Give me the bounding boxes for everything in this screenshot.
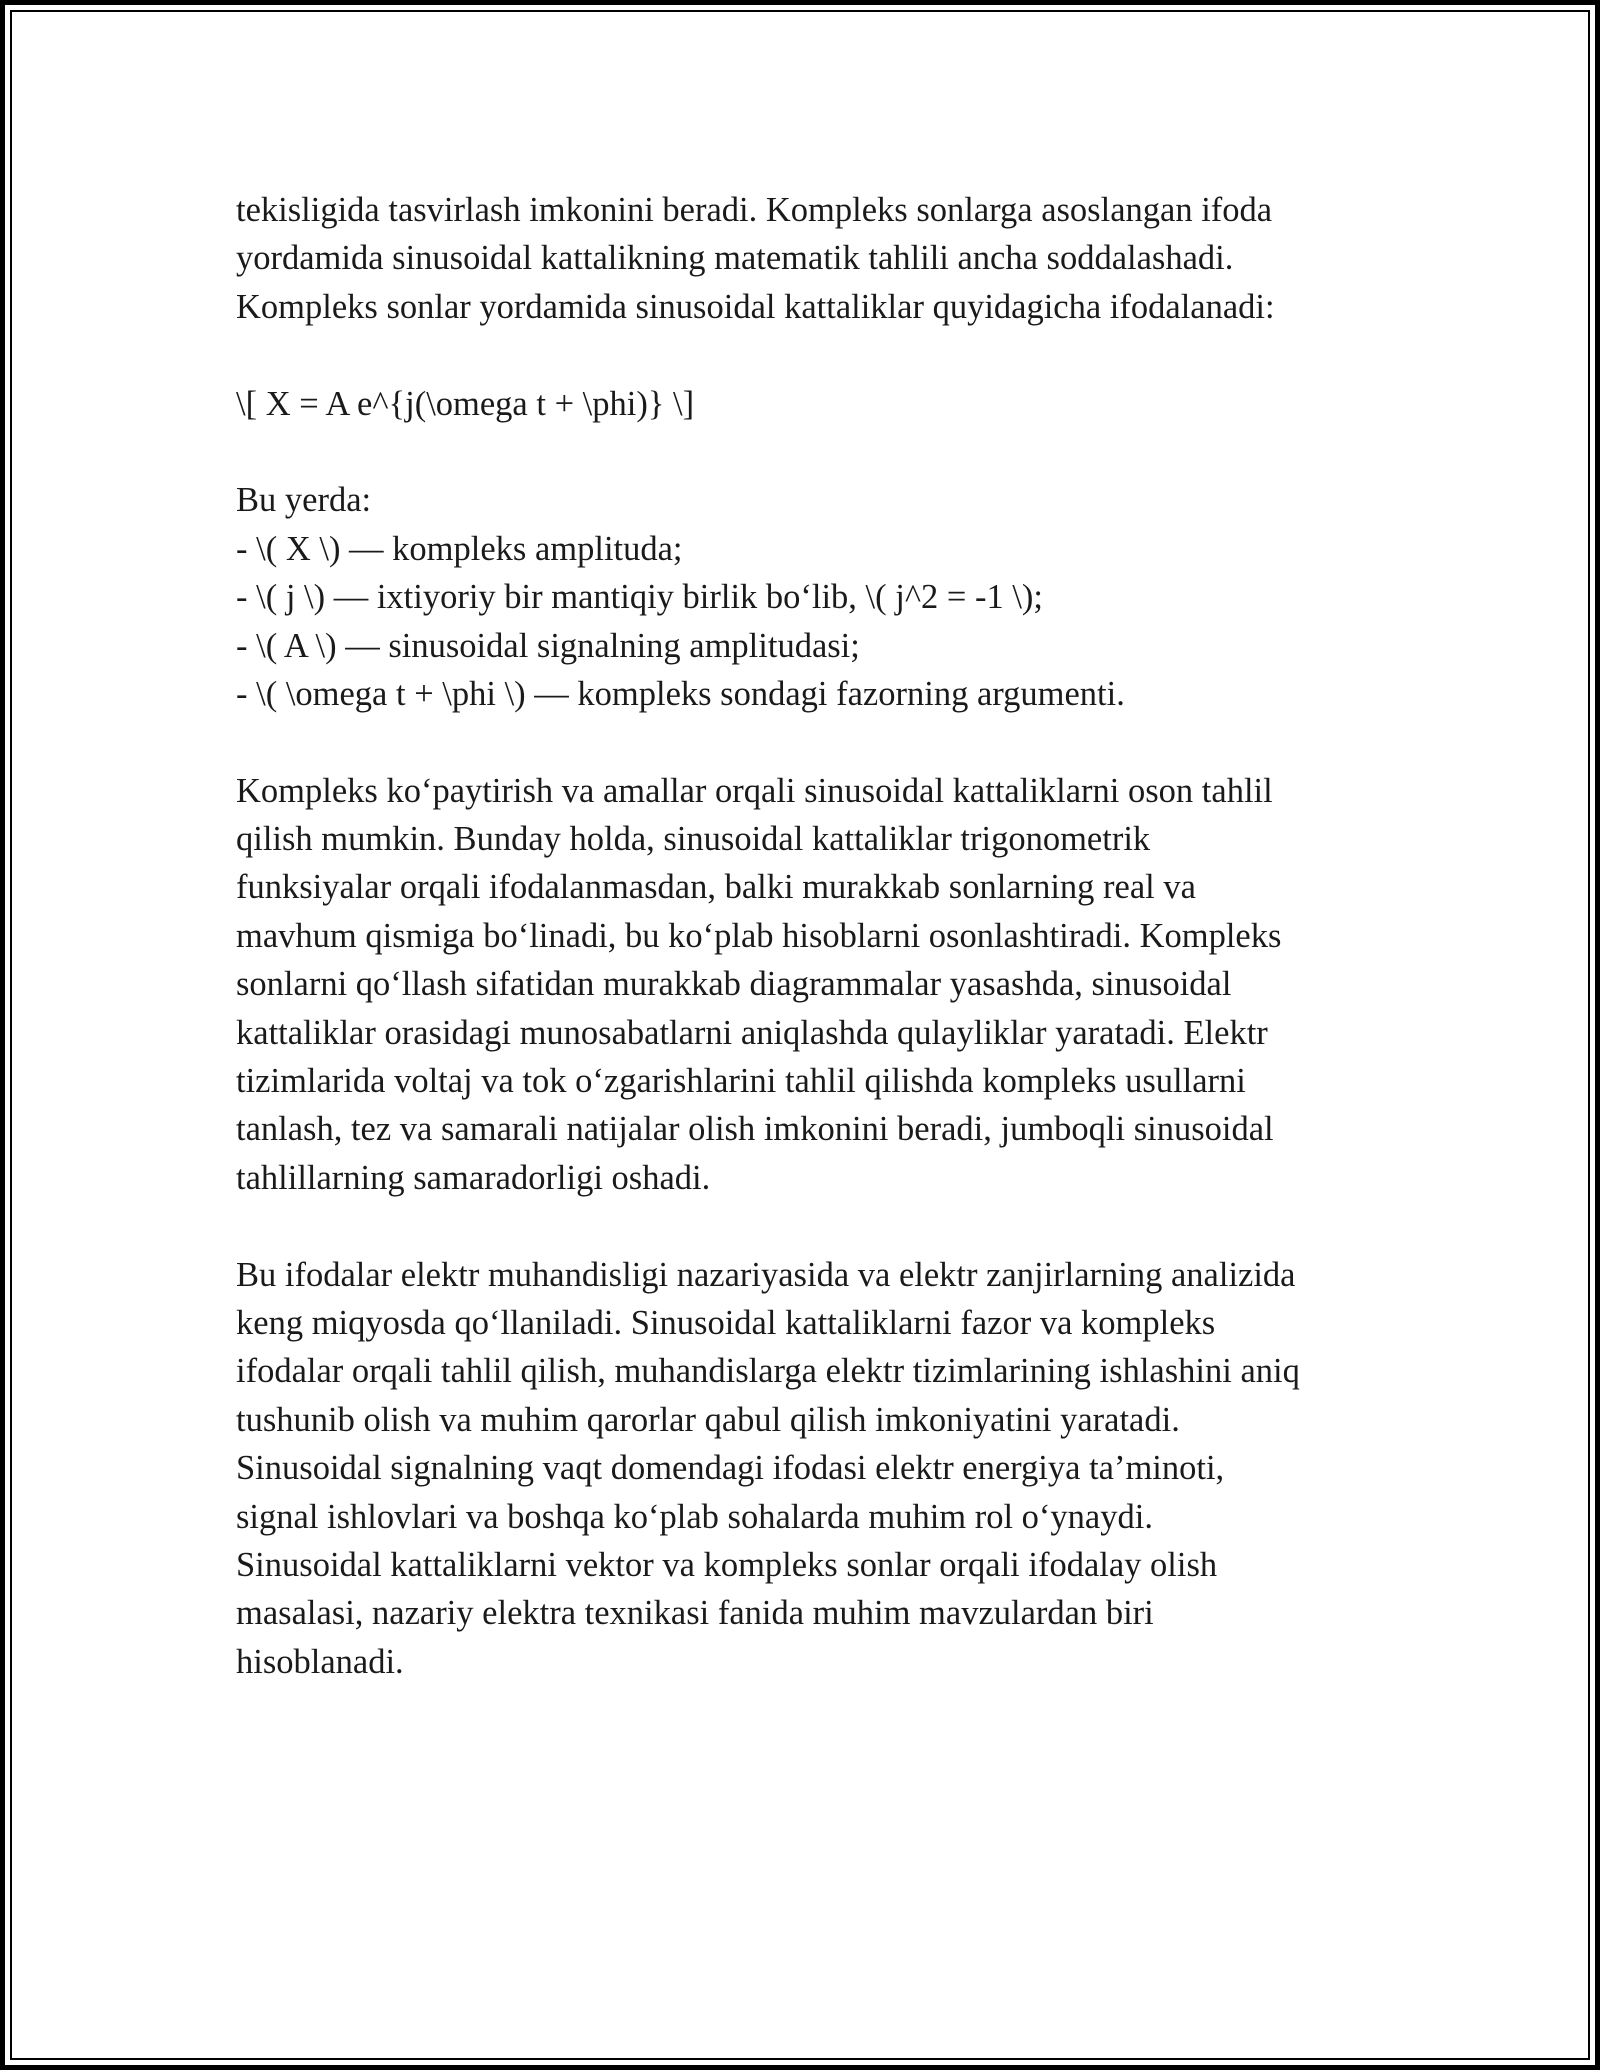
formula: \[ X = A e^{j(\omega t + \phi)} \] <box>236 384 695 423</box>
text-line: tanlash, tez va samarali natijalar olish imkonini beradi, jumboqli sinusoidal <box>236 1110 1274 1149</box>
text-line: kattaliklar orasidagi munosabatlarni aniqlashda qulayliklar yaratadi. Elektr <box>236 1013 1268 1052</box>
intro-paragraph <box>236 186 1376 331</box>
text-line: Bu ifodalar elektr muhandisligi nazariyasida va elektr zanjirlarning analizida <box>236 1255 1296 1294</box>
document-body <box>236 186 1376 1686</box>
text-line: Kompleks ko‘paytirish va amallar orqali sinusoidal kattaliklarni oson tahlil <box>236 771 1273 810</box>
text-line: funksiyalar orqali ifodalanmasdan, balki murakkab sonlarning real va <box>236 868 1196 907</box>
text-line: sonlarni qo‘llash sifatidan murakkab diagrammalar yasashda, sinusoidal <box>236 965 1232 1004</box>
text-line: Sinusoidal signalning vaqt domendagi ifodasi elektr energiya ta’minoti, <box>236 1449 1225 1488</box>
text-line: tekisligida tasvirlash imkonini beradi. Kompleks sonlarga asoslangan ifoda <box>236 191 1273 229</box>
text-line: yordamida sinusoidal kattalikning matematik tahlili ancha soddalashadi. <box>236 239 1234 278</box>
legend-item: - \( A \) — sinusoidal signalning amplitudasi; <box>236 626 860 665</box>
paragraph-complex-analysis <box>236 767 1376 1203</box>
text-line: tizimlarida voltaj va tok o‘zgarishlarini tahlil qilishda kompleks usullarni <box>236 1062 1246 1101</box>
text-line: keng miqyosda qo‘llaniladi. Sinusoidal kattaliklarni fazor va kompleks <box>236 1303 1216 1342</box>
text-line: ifodalar orqali tahlil qilish, muhandislarga elektr tizimlarining ishlashini aniq <box>236 1352 1300 1391</box>
text-line: masalasi, nazariy elektra texnikasi fanida muhim mavzulardan biri <box>236 1594 1154 1633</box>
text-line: tahlillarning samaradorligi oshadi. <box>236 1158 711 1197</box>
paragraph-applications <box>236 1251 1376 1687</box>
text-line: Sinusoidal kattaliklarni vektor va kompleks sonlar orqali ifodalay olish <box>236 1545 1218 1584</box>
text-line: signal ishlovlari va boshqa ko‘plab sohalarda muhim rol o‘ynaydi. <box>236 1497 1153 1536</box>
legend-item: - \( X \) — kompleks amplituda; <box>236 529 683 568</box>
text-line: hisoblanadi. <box>236 1642 404 1681</box>
legend-heading: Bu yerda: <box>236 481 372 520</box>
legend-item: - \( j \) — ixtiyoriy bir mantiqiy birlik bo‘lib, \( j^2 = -1 \); <box>236 578 1044 617</box>
text-line: mavhum qismiga bo‘linadi, bu ko‘plab hisoblarni osonlashtiradi. Kompleks <box>236 916 1282 955</box>
text-line: qilish mumkin. Bunday holda, sinusoidal kattaliklar trigonometrik <box>236 820 1151 859</box>
legend-item: - \( \omega t + \phi \) — kompleks sondagi fazorning argumenti. <box>236 674 1125 713</box>
legend-list <box>236 476 1376 718</box>
text-line: Kompleks sonlar yordamida sinusoidal kattaliklar quyidagicha ifodalanadi: <box>236 287 1275 326</box>
text-line: tushunib olish va muhim qarorlar qabul qilish imkoniyatini yaratadi. <box>236 1400 1180 1439</box>
